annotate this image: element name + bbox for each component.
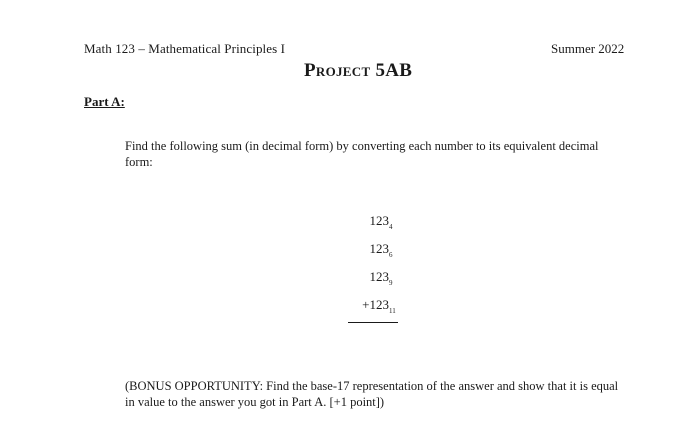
sum-term-last: +12311 — [348, 294, 398, 323]
course-name: Math 123 – Mathematical Principles I — [84, 41, 286, 56]
part-a-instructions: Find the following sum (in decimal form) by converting each number to its equivalent decimal form: — [125, 139, 599, 169]
sum-term: 1239 — [369, 269, 393, 287]
term-value: 123 — [369, 213, 389, 228]
sum-term: 1234 — [369, 213, 393, 231]
bonus-opportunity-text: (BONUS OPPORTUNITY: Find the base-17 representation of the answer and show that it is equal in value to the answer you got in Part A. [+1 point]) — [125, 379, 619, 409]
plus-sign: + — [362, 297, 370, 312]
term-value: 123 — [369, 241, 389, 256]
term-label: Summer 2022 — [551, 41, 625, 56]
term-value: 123 — [369, 269, 389, 284]
term-value: 123 — [369, 297, 389, 312]
sum-term: 1236 — [369, 241, 393, 259]
part-a-heading: Part A: — [84, 94, 125, 109]
project-title: Project 5AB — [304, 60, 413, 81]
sum-problem — [348, 210, 398, 323]
